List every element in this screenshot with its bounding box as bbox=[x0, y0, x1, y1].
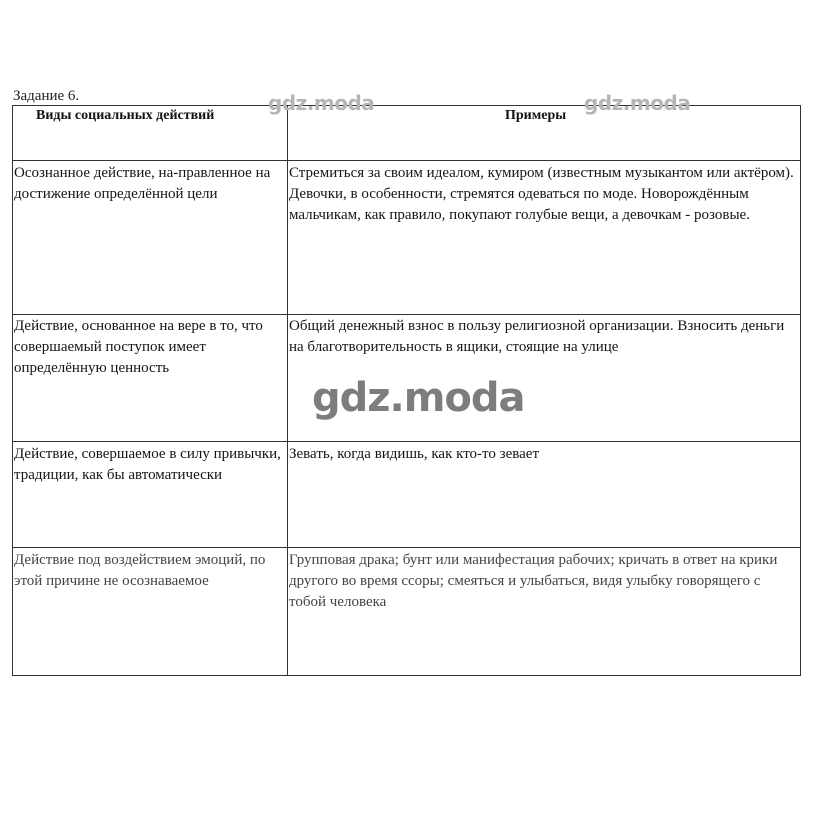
table-border-left bbox=[12, 105, 13, 676]
row-divider bbox=[12, 160, 801, 161]
header-examples: Примеры bbox=[505, 108, 567, 123]
table-cell-type: Действие под воздействием эмоций, по этой причине не осознаваемое bbox=[14, 552, 266, 589]
table-cell-example: Зевать, когда видишь, как кто-то зевает bbox=[289, 446, 539, 462]
watermark-logo: gdz.moda bbox=[584, 91, 691, 115]
table-cell-example: Стремиться за своим идеалом, кумиром (известным музыкантом или актёром). Девочки, в особенности, стремятся одеваться по моде. Новорождённым мальчикам, как правило, покупают голубые вещи, а девочкам - розовые. bbox=[289, 165, 794, 223]
table-border-right bbox=[800, 105, 801, 676]
table-cell-example: Групповая драка; бунт или манифестация рабочих; кричать в ответ на крики другого во время ссоры; смеяться и улыбаться, видя улыбку говорящего с тобой человека bbox=[289, 552, 778, 610]
column-divider bbox=[287, 105, 288, 676]
row-divider bbox=[12, 314, 801, 315]
watermark-logo-large: gdz.moda bbox=[312, 375, 525, 421]
row-divider bbox=[12, 441, 801, 442]
watermark-logo: gdz.moda bbox=[268, 91, 375, 115]
task-title: Задание 6. bbox=[13, 88, 80, 104]
table-cell-type: Осознанное действие, на-правленное на достижение определённой цели bbox=[14, 165, 271, 202]
table-cell-example: Общий денежный взнос в пользу религиозной организации. Взносить деньги на благотворительность в ящики, стоящие на улице bbox=[289, 318, 785, 355]
header-types: Виды социальных действий bbox=[36, 108, 215, 123]
table-border-bottom bbox=[12, 675, 801, 676]
table-cell-type: Действие, совершаемое в силу привычки, традиции, как бы автоматически bbox=[14, 446, 281, 483]
table-cell-type: Действие, основанное на вере в то, что совершаемый поступок имеет определённую ценность bbox=[14, 318, 263, 376]
row-divider bbox=[12, 547, 801, 548]
